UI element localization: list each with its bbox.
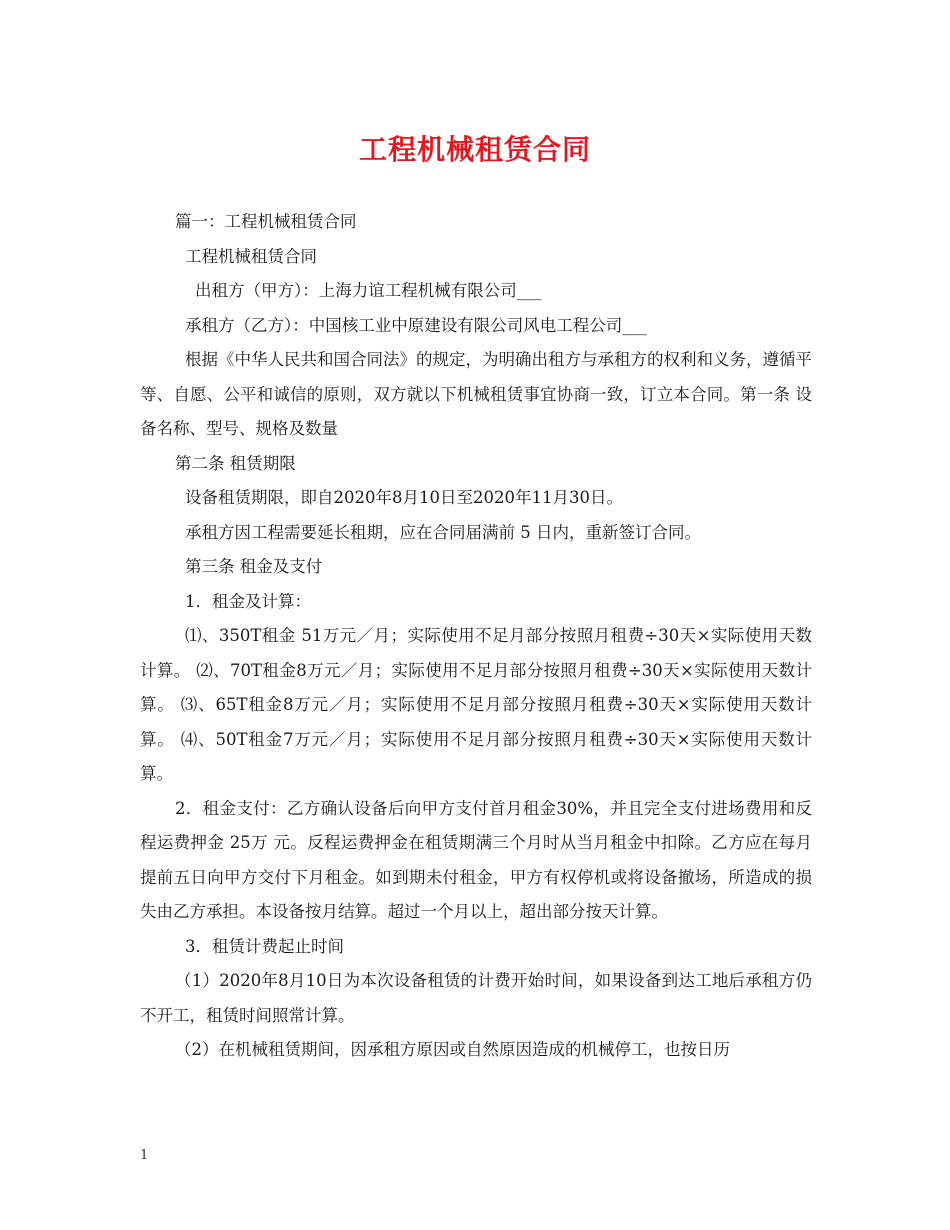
paragraph-lessor: 出租方（甲方）：上海力谊工程机械有限公司___	[195, 281, 542, 300]
paragraph-billing-stoppage: （2）在机械租赁期间，因承租方原因或自然原因造成的机械停工，也按日历	[175, 1040, 730, 1059]
paragraph-article-2: 第二条 租赁期限	[175, 453, 296, 473]
paragraph-billing-heading: 3．租赁计费起止时间	[185, 936, 344, 956]
paragraph-extension: 承租方因工程需要延长租期，应在合同届满前 5 日内，重新签订合同。	[185, 522, 701, 542]
paragraph-lessee: 承租方（乙方）：中国核工业中原建设有限公司风电工程公司___	[185, 315, 647, 335]
paragraph-contract-title: 工程机械租赁合同	[185, 246, 317, 266]
paragraph-rent-calc-heading: 1．租金及计算：	[185, 591, 311, 611]
paragraph-rent-payment: 2．租金支付：乙方确认设备后向甲方支付首月租金30%，并且完全支付进场费用和反程运费押金 25万 元。反程运费押金在租赁期满三个月时从当月租金中扣除。乙方应在每月提前五日向甲方交付下月租金。如到期未付租金，甲方有权停机或将设备撤场，所造成的损失由乙方承担。本设备按月结算。超过一个月以上，超出部分按天计算。	[140, 798, 812, 921]
paragraph-billing-start: （1）2020年8月10日为本次设备租赁的计费开始时间，如果设备到达工地后承租方仍不开工，租赁时间照常计算。	[140, 971, 812, 1025]
document-title: 工程机械租赁合同	[358, 133, 591, 166]
paragraph-rent-calc: ⑴、350T租金 51万元／月；实际使用不足月部分按照月租费÷30天×实际使用天数计算。 ⑵、70T租金8万元／月；实际使用不足月部分按照月租费÷30天×实际使用天数计算。 ⑶、65T租金8万元／月；实际使用不足月部分按照月租费÷30天×实际使用天数计算。 ⑷、50T租金7万元／月；实际使用不足月部分按照月租费÷30天×实际使用天数计算。	[140, 626, 812, 783]
paragraph-lease-period: 设备租赁期限，即自2020年8月10日至2020年11月30日。	[185, 488, 623, 507]
paragraph-preamble: 根据《中华人民共和国合同法》的规定，为明确出租方与承租方的权利和义务，遵循平等、自愿、公平和诚信的原则，双方就以下机械租赁事宜协商一致，订立本合同。第一条 设备名称、型号、规格及数量	[140, 350, 812, 438]
paragraph-article-3: 第三条 租金及支付	[185, 557, 323, 576]
document-body	[140, 205, 812, 1068]
page-number: 1	[140, 1148, 149, 1163]
paragraph-section-heading: 篇一：工程机械租赁合同	[175, 212, 357, 231]
